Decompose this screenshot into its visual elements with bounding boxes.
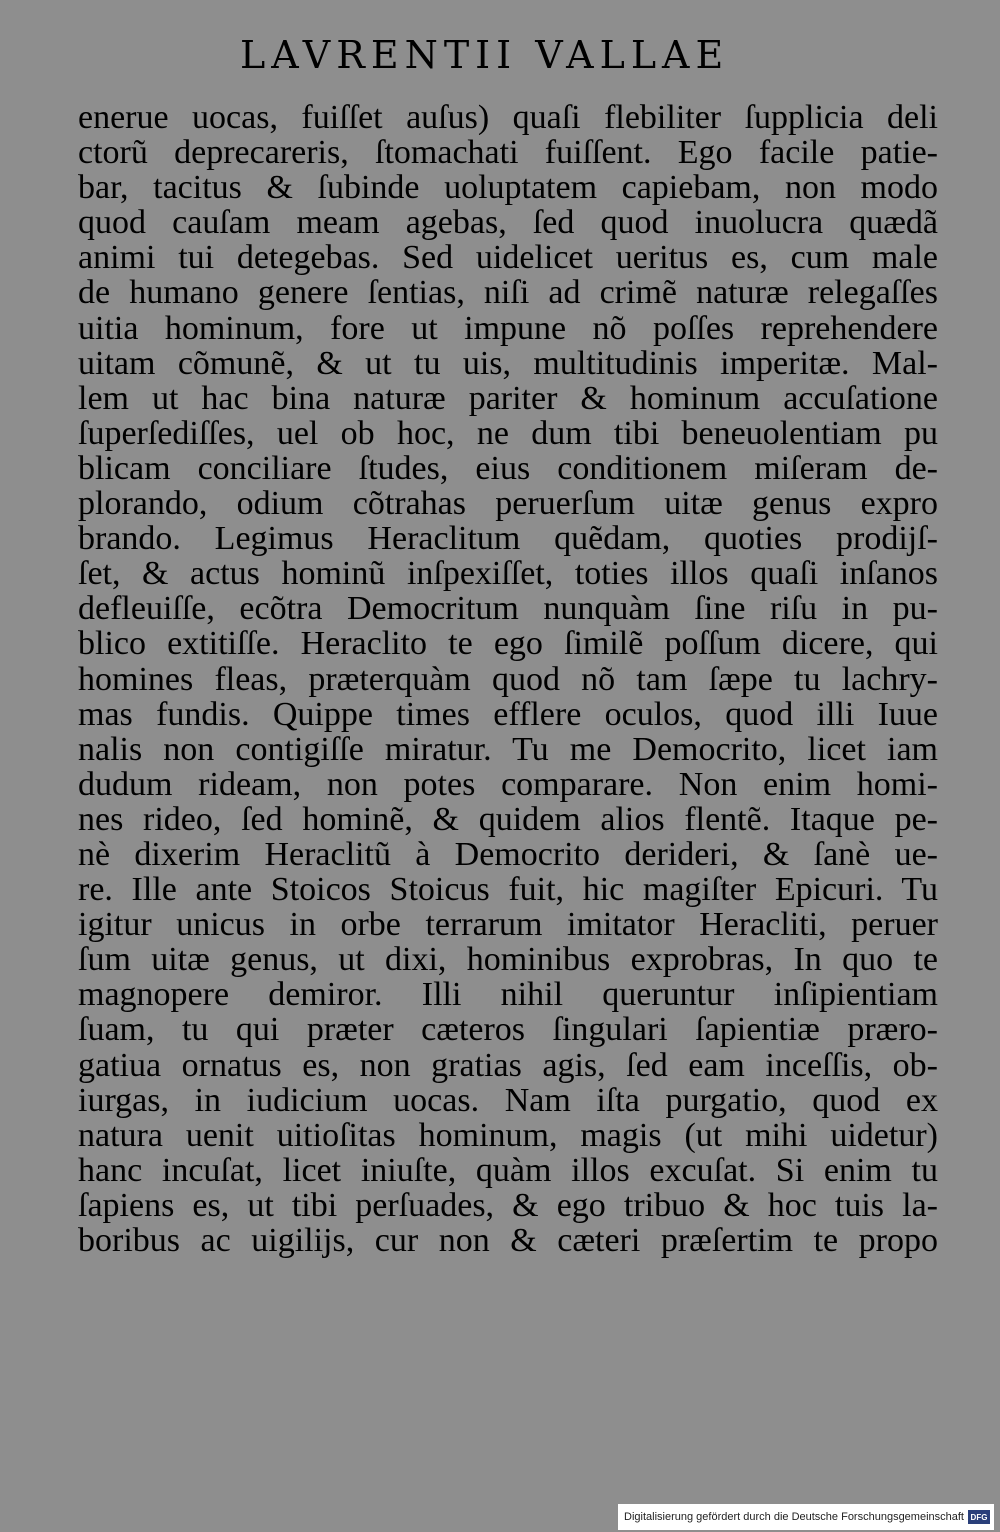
text-line: nes rideo, ſed hominẽ, & quidem alios flentẽ. Itaque pe- [78, 801, 938, 837]
text-line: blico extitiſſe. Heraclito te ego ſimilẽ poſſum dicere, qui [78, 626, 938, 662]
text-line: boribus ac uigilijs, cur non & cæteri præſertim te propo [78, 1223, 938, 1259]
text-line: animi tui detegebas. Sed uidelicet ueritus es, cum male [78, 240, 938, 276]
text-line: plorando, odium cõtrahas peruerſum uitæ genus expro [78, 486, 938, 522]
text-line: natura uenit uitioſitas hominum, magis (ut mihi uidetur) [78, 1117, 938, 1153]
text-line: gatiua ornatus es, non gratias agis, ſed eam inceſſis, ob- [78, 1047, 938, 1083]
text-line: ſum uitæ genus, ut dixi, hominibus exprobras, In quo te [78, 942, 938, 978]
text-line: magnopere demiror. Illi nihil queruntur inſipientiam [78, 977, 938, 1013]
credit-text: Digitalisierung gefördert durch die Deutsche Forschungsgemeinschaft [624, 1511, 964, 1523]
text-line: defleuiſſe, ecõtra Democritum nunquàm ſine riſu in pu- [78, 591, 938, 627]
text-line: ſet, & actus hominũ inſpexiſſet, toties illos quaſi inſanos [78, 556, 938, 592]
text-line: iurgas, in iudicium uocas. Nam iſta purgatio, quod ex [78, 1082, 938, 1118]
text-line: uitam cõmunẽ, & ut tu uis, multitudinis imperitæ. Mal- [78, 345, 938, 381]
text-line: re. Ille ante Stoicos Stoicus fuit, hic magiſter Epicuri. Tu [78, 872, 938, 908]
text-line: lem ut hac bina naturæ pariter & hominum accuſatione [78, 380, 938, 416]
text-line: de humano genere ſentias, niſi ad crimẽ naturæ relegaſſes [78, 275, 938, 311]
text-line: enerue uocas, fuiſſet auſus) quaſi flebiliter ſupplicia deli [78, 100, 938, 136]
text-line: quod cauſam meam agebas, ſed quod inuolucra quædã [78, 205, 938, 241]
text-line: blicam conciliare ſtudes, eius conditionem miſeram de- [78, 450, 938, 487]
running-head: LAVRENTII VALLAE [240, 33, 730, 77]
text-line: uitia hominum, fore ut impune nõ poſſes reprehendere [78, 310, 938, 346]
text-line: nalis non contigiſſe miratur. Tu me Democrito, licet iam [78, 731, 938, 767]
digitization-credit [618, 1504, 994, 1530]
body-text [78, 100, 938, 1258]
text-line: mas fundis. Quippe times efflere oculos, quod illi Iuue [78, 696, 938, 732]
dfg-logo: DFG [968, 1510, 990, 1524]
text-line: ſuperſediſſes, uel ob hoc, ne dum tibi beneuolentiam pu [78, 415, 938, 451]
text-line: bar, tacitus & ſubinde uoluptatem capiebam, non modo [78, 170, 938, 206]
text-line: homines fleas, præterquàm quod nõ tam ſæpe tu lachry- [78, 661, 938, 697]
text-line: ſapiens es, ut tibi perſuades, & ego tribuo & hoc tuis la- [78, 1187, 938, 1223]
text-line: hanc incuſat, licet iniuſte, quàm illos excuſat. Si enim tu [78, 1152, 938, 1188]
text-line: dudum rideam, non potes comparare. Non enim homi- [78, 766, 938, 802]
text-line: ctorũ deprecareris, ſtomachati fuiſſent. Ego facile patie- [78, 135, 938, 171]
text-line: nè dixerim Heraclitũ à Democrito derideri, & ſanè ue- [78, 836, 938, 873]
text-line: ſuam, tu qui præter cæteros ſingulari ſapientiæ prærо- [78, 1012, 938, 1048]
text-line: igitur unicus in orbe terrarum imitator Heracliti, peruer [78, 907, 938, 943]
text-line: brando. Legimus Heraclitum quẽdam, quoties prodijſ- [78, 521, 938, 557]
